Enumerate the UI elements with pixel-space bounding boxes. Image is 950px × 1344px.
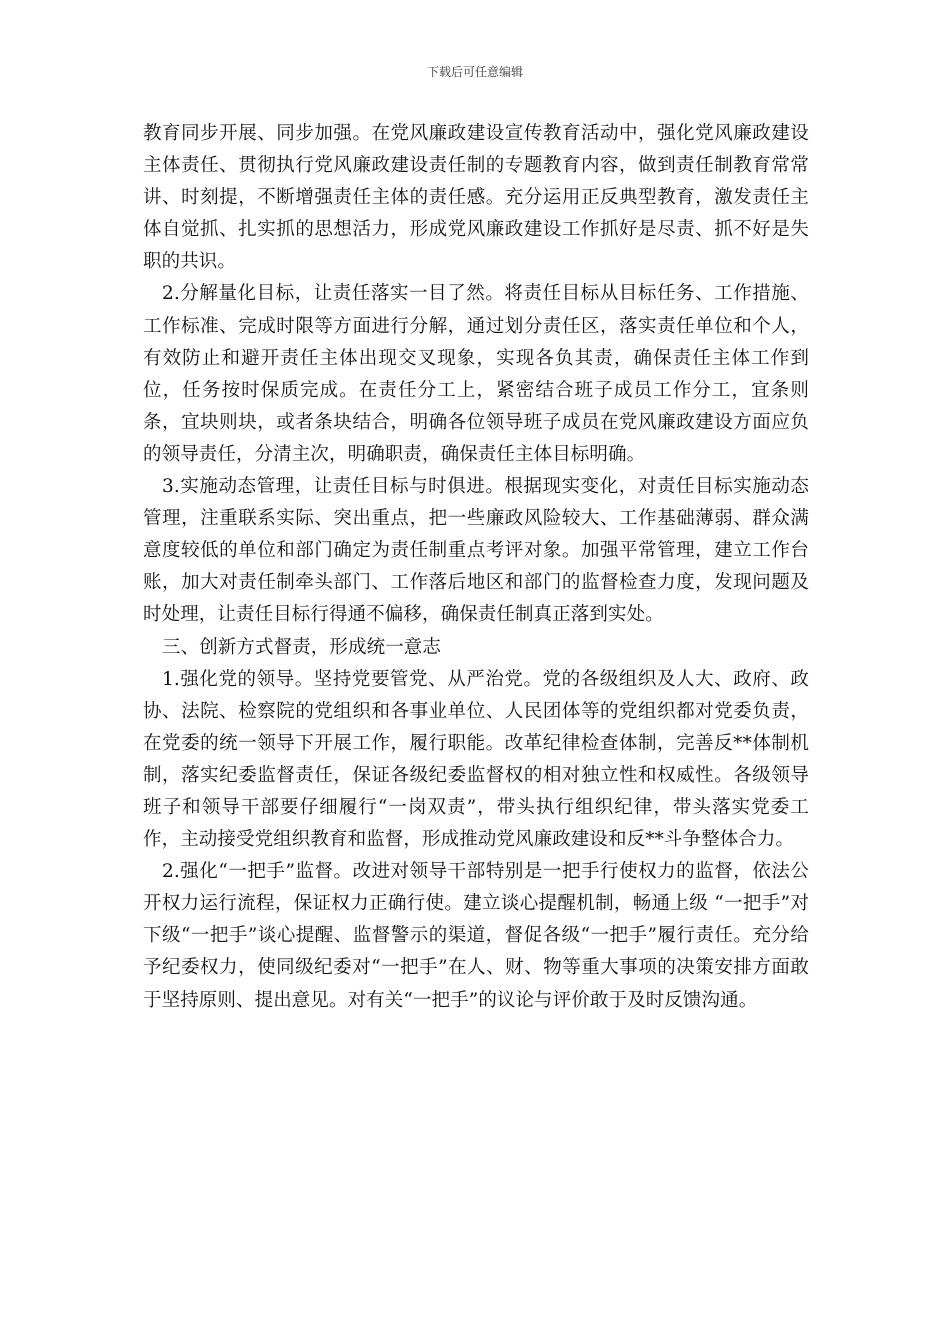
page-header: 下载后可任意编辑 [426,65,523,79]
document-body [143,118,809,1017]
paragraph-party-leadership: 1.强化党的领导。坚持党要管党、从严治党。党的各级组织及人大、政府、政协、法院、检察院的党组织和各事业单位、人民团体等的党组织都对党委负责，在党委的统一领导下开展工作，履行职能。改革纪律检查体制，完善反**体制机制，落实纪委监督责任，保证各级纪委监督权的相对独立性和权威性。各级领导班子和领导干部要仔细履行“一岗双责”，带头执行组织纪律，带头落实党委工作，主动接受党组织教育和监督，形成推动党风廉政建设和反**斗争整体合力。 [143,668,809,851]
section-heading-three: 三、创新方式督责，形成统一意志 [162,636,442,658]
paragraph-dynamic-management: 3.实施动态管理，让责任目标与时俱进。根据现实变化，对责任目标实施动态管理，注重联系实际、突出重点，把一些廉政风险较大、工作基础薄弱、群众满意度较低的单位和部门确定为责任制重点考评对象。加强平常管理，建立工作台账，加大对责任制牵头部门、工作落后地区和部门的监督检查力度，发现问题及时处理，让责任目标行得通不偏移，确保责任制真正落到实处。 [143,476,809,626]
paragraph-intro-continuation: 教育同步开展、同步加强。在党风廉政建设宣传教育活动中，强化党风廉政建设主体责任、贯彻执行党风廉政建设责任制的专题教育内容，做到责任制教育常常讲、时刻提，不断增强责任主体的责任感。充分运用正反典型教育，激发责任主体自觉抓、扎实抓的思想活力，形成党风廉政建设工作抓好是尽责、抓不好是失职的共识。 [143,123,809,273]
paragraph-top-leader-supervision: 2.强化“一把手”监督。改进对领导干部特别是一把手行使权力的监督，依法公开权力运行流程，保证权力正确行使。建立谈心提醒机制，畅通上级 “一把手”对下级“一把手”谈心提醒、监督警示的渠道，督促各级“一把手”履行责任。充分给予纪委权力，使同级纪委对“一把手”在人、财、物等重大事项的决策安排方面敢于坚持原则、提出意见。对有关“一把手”的议论与评价敢于及时反馈沟通。 [143,861,809,1011]
paragraph-decompose-targets: 2.分解量化目标，让责任落实一目了然。将责任目标从目标任务、工作措施、工作标准、完成时限等方面进行分解，通过划分责任区，落实责任单位和个人，有效防止和避开责任主体出现交叉现象，实现各负其责，确保责任主体工作到位，任务按时保质完成。在责任分工上，紧密结合班子成员工作分工，宜条则条，宜块则块，或者条块结合，明确各位领导班子成员在党风廉政建设方面应负的领导责任，分清主次，明确职责，确保责任主体目标明确。 [143,283,809,465]
